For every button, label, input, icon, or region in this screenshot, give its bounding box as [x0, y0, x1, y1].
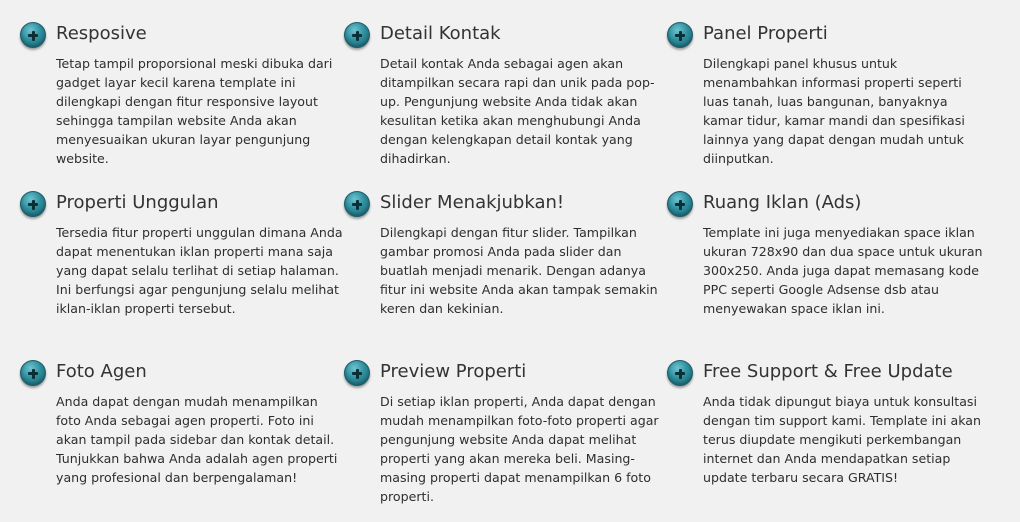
feature-title: Ruang Iklan (Ads) — [703, 192, 862, 213]
plus-circle-icon[interactable] — [667, 360, 693, 386]
plus-circle-icon[interactable] — [344, 191, 370, 217]
feature-description: Di setiap iklan properti, Anda dapat dengan mudah menampilkan foto-foto properti agar pengunjung website Anda dapat melihat properti yang akan mereka beli. Masing-masing properti dapat menampilkan 6 foto properti. — [380, 394, 659, 504]
plus-circle-icon[interactable] — [344, 22, 370, 48]
plus-circle-icon[interactable] — [667, 191, 693, 217]
feature-description: Anda tidak dipungut biaya untuk konsultasi dengan tim support kami. Template ini akan terus diupdate mengikuti perkembangan internet dan Anda mendapatkan setiap update terbaru secara GRATIS! — [703, 394, 981, 485]
feature-description: Dilengkapi dengan fitur slider. Tampilkan gambar promosi Anda pada slider dan buatlah menjadi menarik. Dengan adanya fitur ini website Anda akan tampak semakin keren dan kekinian. — [380, 225, 658, 316]
feature-title: Properti Unggulan — [56, 192, 219, 213]
plus-circle-icon[interactable] — [667, 22, 693, 48]
feature-title: Preview Properti — [380, 361, 527, 382]
plus-circle-icon[interactable] — [20, 360, 46, 386]
feature-description: Detail kontak Anda sebagai agen akan ditampilkan secara rapi dan unik pada pop-up. Pengunjung website Anda tidak akan kesulitan ketika akan menghubungi Anda dengan kelengkapan detail kontak yang dihadirkan. — [380, 56, 655, 166]
plus-circle-icon[interactable] — [20, 191, 46, 217]
plus-circle-icon[interactable] — [20, 22, 46, 48]
feature-description: Tersedia fitur properti unggulan dimana Anda dapat menentukan iklan properti mana saja yang dapat selalu terlihat di setiap halaman. Ini berfungsi agar pengunjung selalu melihat iklan-iklan properti tersebut. — [56, 225, 343, 316]
feature-description: Anda dapat dengan mudah menampilkan foto Anda sebagai agen properti. Foto ini akan tampil pada sidebar dan kontak detail. Tunjukkan bahwa Anda adalah agen properti yang profesional dan berpengalaman! — [56, 394, 338, 485]
feature-title: Detail Kontak — [380, 23, 501, 44]
feature-title: Panel Properti — [703, 23, 828, 44]
feature-title: Free Support & Free Update — [703, 361, 953, 382]
feature-description: Template ini juga menyediakan space iklan ukuran 728x90 dan dua space untuk ukuran 300x250. Anda juga dapat memasang kode PPC seperti Google Adsense dsb atau menyewakan space iklan ini. — [703, 225, 983, 316]
plus-circle-icon[interactable] — [344, 360, 370, 386]
feature-description: Tetap tampil proporsional meski dibuka dari gadget layar kecil karena template ini dilengkapi dengan fitur responsive layout sehingga tampilan website Anda akan menyesuaikan ukuran layar pengunjung website. — [56, 56, 333, 166]
feature-title: Slider Menakjubkan! — [380, 192, 565, 213]
feature-title: Foto Agen — [56, 361, 147, 382]
feature-title: Resposive — [56, 23, 147, 44]
feature-description: Dilengkapi panel khusus untuk menambahkan informasi properti seperti luas tanah, luas bangunan, banyaknya kamar tidur, kamar mandi dan spesifikasi lainnya yang dapat dengan mudah untuk diinputkan. — [703, 56, 965, 166]
